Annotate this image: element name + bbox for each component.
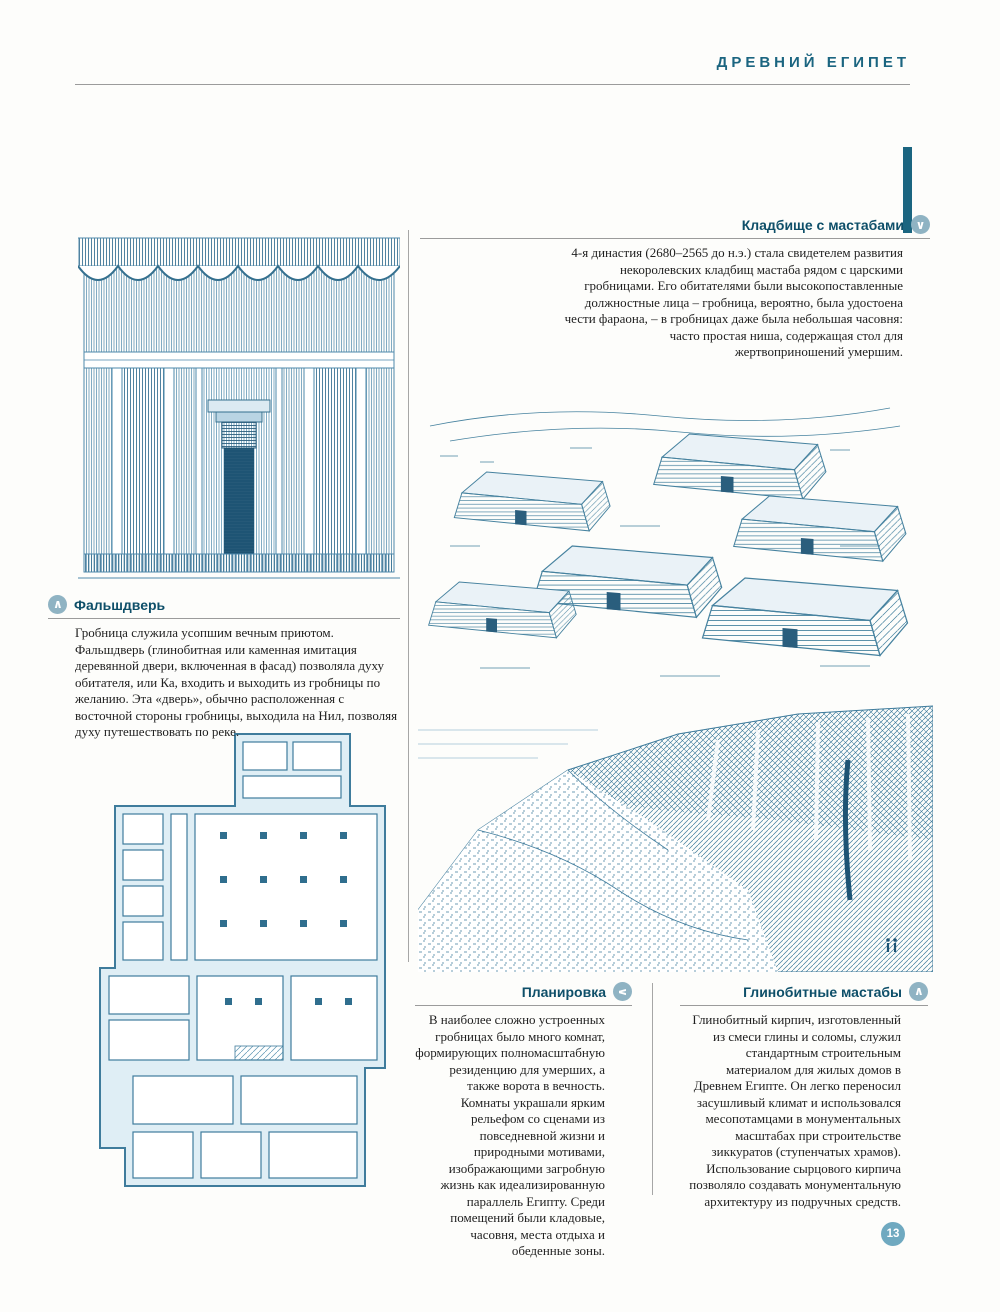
false-door-illustration <box>78 232 400 588</box>
header-rule <box>75 84 910 85</box>
section-body: Гробница служила усопшим вечным приютом. Фальшдверь (глинобитная или каменная имитация деревянной двери, включенная в фасад) позволяла духу обитателя, или Ка, входить и выходить из гробницы по желанию. Эта «дверь», обычно расположенная с восточной стороны гробницы, выходила на Нил, позволяя духу путешествовать по реке. <box>75 625 398 739</box>
section-title: Планировка <box>521 983 606 1000</box>
section-planning <box>415 982 632 1260</box>
section-heading <box>420 215 930 234</box>
page-title: ДРЕВНИЙ ЕГИПЕТ <box>716 54 910 71</box>
section-body: Глинобитный кирпич, изготовленный из смеси глины и соломы, служил стандартным строительным материалом для жилых домов в Древнем Египте. Он легко переносил засушливый климат и использовался месопотамцами в монументальных масштабах при строительстве зиккуратов (ступенчатых храмов). Использование сырцового кирпича позволяло создавать монументальную архитектуру из подручных средств. <box>689 1012 901 1209</box>
section-rule <box>48 618 400 619</box>
section-heading <box>680 982 928 1001</box>
section-mudbrick-mastabas <box>680 982 928 1210</box>
column-divider <box>408 230 409 962</box>
section-heading <box>48 595 400 614</box>
page-number-badge: 13 <box>881 1222 905 1246</box>
section-body: В наиболее сложно устроенных гробницах было много комнат, формирующих полномасштабную резиденцию для умерших, а также ворота в вечность. Комнаты украшали ярким рельефом со сценами из повседневной жизни и природными мотивами, изображающими загробную жизнь как идеализированную параллель Египту. Среди помещений были кладовые, часовня, места отдыха и обеденные зоны. <box>415 1012 605 1258</box>
section-rule <box>680 1005 928 1006</box>
section-heading <box>415 982 632 1001</box>
section-cemetery-with-mastabas <box>420 215 930 361</box>
section-title: Кладбище с мастабами <box>741 216 904 233</box>
section-title: Глинобитные мастабы <box>743 983 902 1000</box>
chevron-down-icon: ∨ <box>911 215 930 234</box>
section-rule <box>415 1005 632 1006</box>
section-false-door <box>48 595 400 741</box>
mastaba-cemetery-illustration <box>420 386 915 691</box>
chevron-left-icon: ∨ <box>613 982 632 1001</box>
chevron-up-icon: ∨ <box>48 595 67 614</box>
tomb-floor-plan-illustration <box>85 728 403 1193</box>
caption-column-divider <box>652 983 653 1195</box>
section-title: Фальшдверь <box>74 596 166 613</box>
cliff-site-illustration <box>418 700 933 972</box>
section-rule <box>420 238 930 239</box>
section-body: 4-я династия (2680–2565 до н.э.) стала свидетелем развития некоролевских кладбищ мастаба рядом с царскими гробницами. Его обитателями были высокопоставленные должностные лица – гробница, вероятно, была удостоена чести фараона, – в гробницах даже была небольшая часовня: часто простая ниша, содержащая стол для жертвоприношений умершим. <box>564 245 903 359</box>
chevron-up-icon: ∨ <box>909 982 928 1001</box>
